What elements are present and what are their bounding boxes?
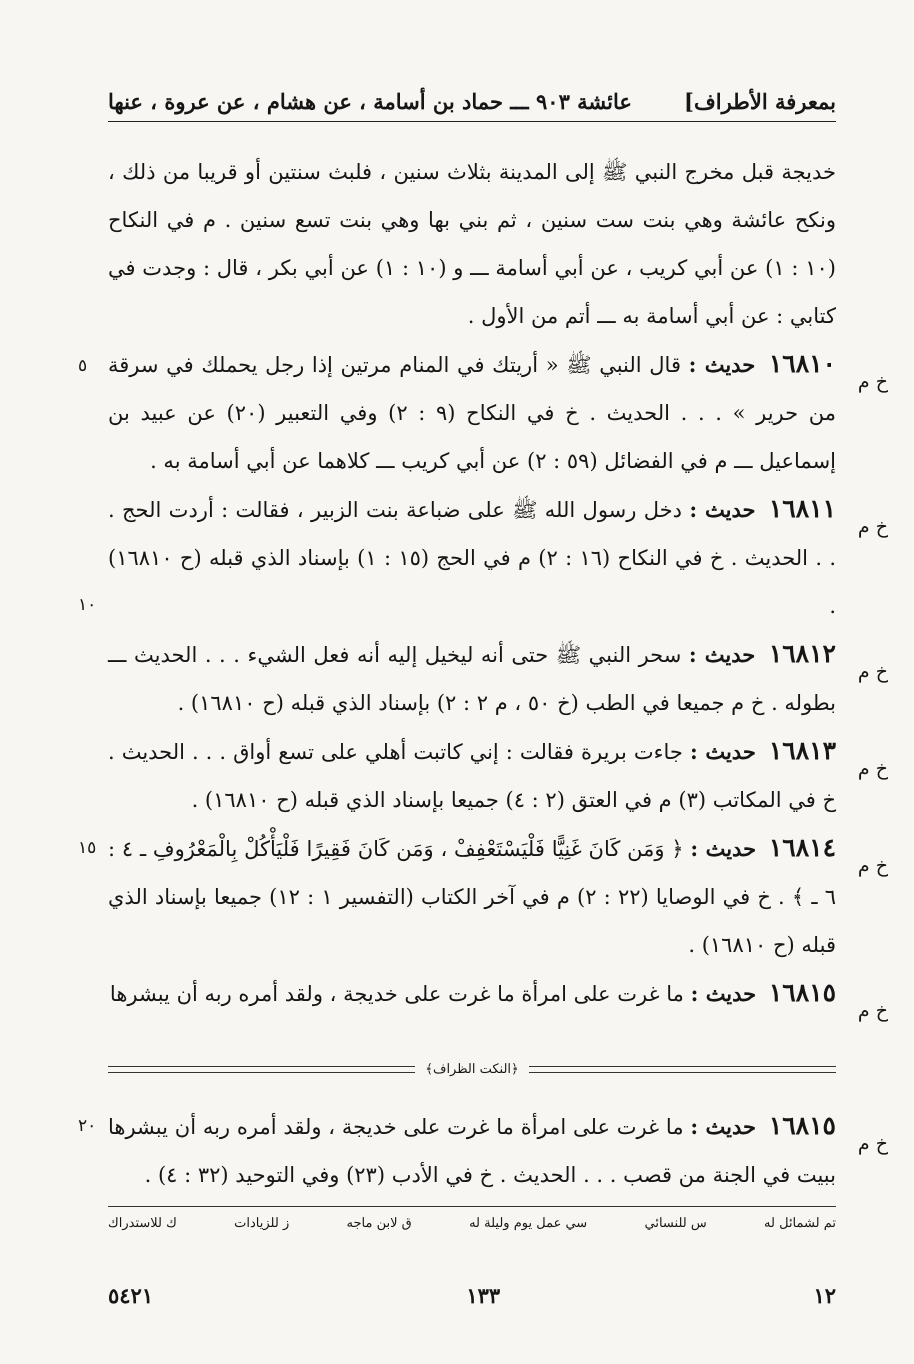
entry-text: ما غرت على امرأة ما غرت على خديجة ، ولقد أمره ربه أن يبشرها (109, 982, 684, 1006)
double-rule-left (108, 1066, 415, 1073)
legend-item: س للنسائي (644, 1216, 707, 1231)
entry-lead: حديث : (689, 497, 756, 522)
sigla-marker: خ م (857, 1133, 888, 1155)
entry-number: ١٦٨١٣ (768, 736, 836, 765)
entry-lead: حديث : (688, 352, 756, 377)
line-number-marker: ١٠ (78, 595, 97, 615)
continuation-paragraph: خديجة قبل مخرج النبي ﷺ إلى المدينة بثلاث سنين ، فلبث سنتين أو قريبا من ذلك ، ونكح عائشة وهي بنت ست سنين ، ثم بني بها وهي بنت تسع سنين . م في النكاح (١٠ : ١) عن أبي كريب ، عن أبي أسامة ـــ و (١٠ : ١) عن أبي بكر ، قال : وجدت في كتابي : عن أبي أسامة به ـــ أتم من الأول . (108, 160, 836, 328)
sigla-marker: خ م (857, 855, 888, 877)
hadith-entry-16813 (108, 727, 888, 824)
sigla-marker: خ م (857, 516, 888, 538)
entry-number: ١٦٨١٤ (768, 833, 836, 862)
main-text (78, 148, 888, 1022)
entry-number: ١٦٨١٠ (768, 349, 836, 378)
sigla-marker: خ م (857, 758, 888, 780)
footnote-rule (108, 1206, 836, 1207)
nukat-label: ﴿ النكت الظراف ﴾ (415, 1062, 528, 1077)
nukat-section (78, 1102, 888, 1199)
entry-number: ١٦٨١٥ (768, 978, 836, 1007)
hadith-entry-16815 (108, 969, 888, 1022)
sigla-legend (108, 1216, 836, 1246)
entry-lead: حديث : (688, 642, 756, 667)
entry-number: ١٦٨١٢ (768, 639, 836, 668)
entry-lead: حديث : (690, 981, 757, 1006)
page-footer (108, 1280, 836, 1310)
entry-lead: حديث : (690, 1114, 757, 1139)
running-header (108, 74, 836, 114)
hadith-entry-16811 (78, 485, 888, 630)
hadith-entry-16814 (78, 824, 888, 969)
header-rule (108, 121, 836, 122)
entry-number: ١٦٨١١ (768, 494, 837, 523)
entry-lead: حديث : (689, 739, 756, 764)
entry-text: ما غرت على امرأة ما غرت على خديجة ، ولقد أمره ربه أن يبشرها ببيت في الجنة من قصب . . . الحديث . خ في الأدب (٢٣) وفي التوحيد (٣٢ : ٤) . (108, 1115, 836, 1187)
legend-item: تم لشمائل له (764, 1216, 836, 1231)
line-number-marker: ١٥ (78, 838, 97, 858)
hadith-entry-16810 (78, 340, 888, 485)
line-number-marker: ٢٠ (78, 1116, 97, 1136)
legend-item: ق لابن ماجه (346, 1216, 412, 1231)
line-number-marker: ٥ (78, 356, 88, 376)
double-rule-right (529, 1066, 836, 1073)
entry-text: قال النبي ﷺ « أريتك في المنام مرتين إذا رجل يحملك في سرقة من حرير » . . . الحديث . خ في النكاح (٩ : ٢) وفي التعبير (٢٠) عن عبيد بن إسماعيل ـــ م في الفضائل (٥٩ : ٢) عن أبي كريب ـــ كلاهما عن أبي أسامة به . (108, 353, 837, 473)
entry-number: ١٦٨١٥ (768, 1111, 836, 1140)
legend-item: سي عمل يوم وليلة له (469, 1216, 588, 1231)
legend-item: ك للاستدراك (108, 1216, 177, 1231)
header-book-title: بمعرفة الأطراف] (684, 89, 836, 114)
page-number: ١٣٣ (466, 1282, 501, 1308)
header-chain-title: عائشة ٩٠٣ ـــ حماد بن أسامة ، عن هشام ، عن عروة ، عنها (108, 89, 632, 114)
entry-text: ﴿ وَمَن كَانَ غَنِيًّا فَلْيَسْتَعْفِفْ ، وَمَن كَانَ فَقِيرًا فَلْيَأْكُلْ بِالْمَعْرُوفِ ـ ٤ : ٦ ـ ﴾ . خ في الوصايا (٢٢ : ٢) م في آخر الكتاب (التفسير ١ : ١٢) جميعا بإسناد الذي قبله (ح ١٦٨١٠) . (108, 837, 836, 957)
nukat-divider (108, 1054, 836, 1084)
legend-item: ز للزيادات (234, 1216, 290, 1231)
entry-text: جاءت بريرة فقالت : إني كاتبت أهلي على تسع أواق . . . الحديث . خ في المكاتب (٣) م في العتق (٢ : ٤) جميعا بإسناد الذي قبله (ح ١٦٨١٠) . (108, 740, 836, 812)
entry-text: سحر النبي ﷺ حتى أنه ليخيل إليه أنه فعل الشيء . . . الحديث ـــ بطوله . خ م جميعا في الطب (خ ٥٠ ، م ٢ : ٢) بإسناد الذي قبله (ح ١٦٨١٠) . (108, 643, 836, 715)
sigla-marker: خ م (857, 1000, 888, 1022)
sigla-marker: خ م (857, 371, 888, 393)
sigla-marker: خ م (857, 661, 888, 683)
entry-text: دخل رسول الله ﷺ على ضباعة بنت الزبير ، فقالت : أردت الحج . . . الحديث . خ في النكاح (١٦ : ٢) م في الحج (١٥ : ١) بإسناد الذي قبله (ح ١٦٨١٠) . (108, 498, 836, 618)
entry-lead: حديث : (690, 836, 757, 861)
nukat-entry-16815 (78, 1102, 888, 1199)
global-page-number: ٥٤٢١ (108, 1282, 154, 1308)
volume-number: ١٢ (813, 1282, 836, 1308)
hadith-entry-16812 (108, 630, 888, 727)
